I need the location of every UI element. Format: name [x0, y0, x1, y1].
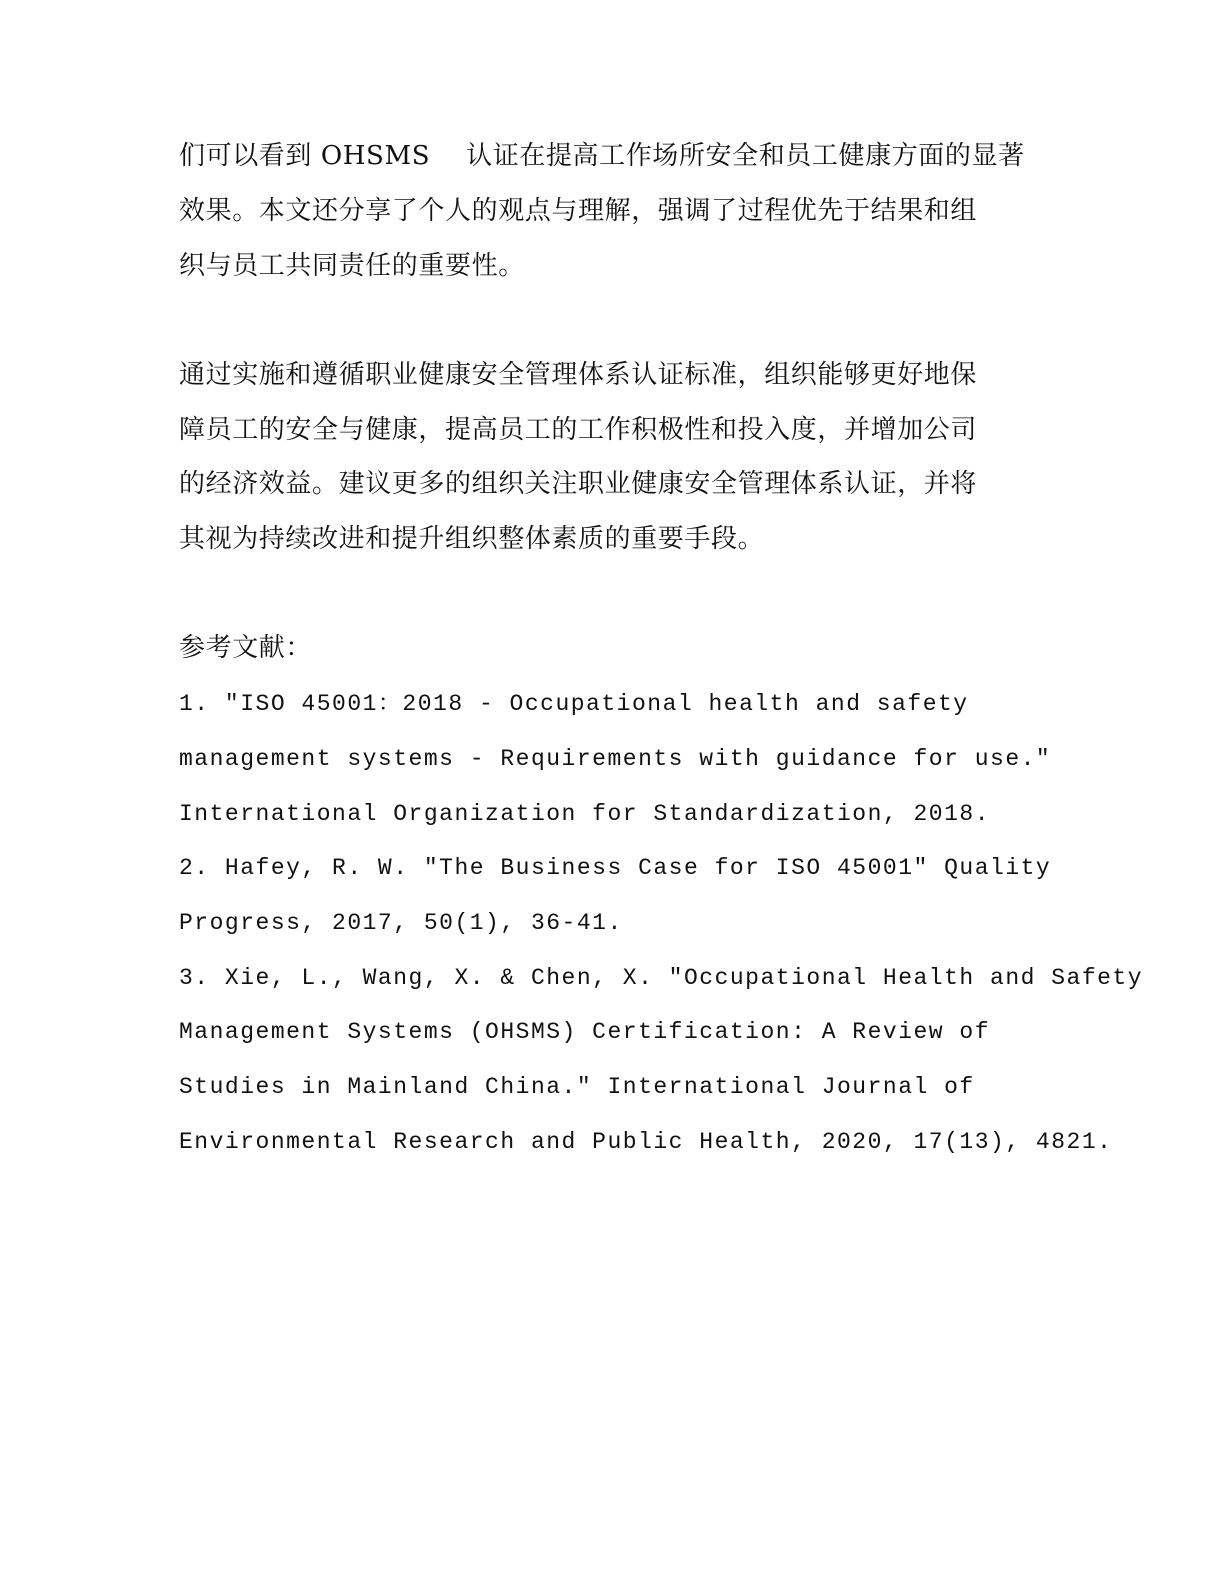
- references-heading: 参考文献：: [179, 633, 313, 663]
- paragraph-1-line-1-start: 们可以看到 OHSMS: [179, 141, 431, 171]
- reference-line: 2. Hafey, R. W. "The Business Case for ISO 45001" Quality: [179, 855, 1052, 881]
- reference-line: International Organization for Standardization, 2018.: [179, 801, 991, 827]
- reference-line: Studies in Mainland China." International Journal of: [179, 1074, 975, 1100]
- reference-line: Progress, 2017, 50(1), 36-41.: [179, 910, 623, 936]
- paragraph-2-line-2: 障员工的安全与健康，提高员工的工作积极性和投入度，并增加公司: [179, 415, 978, 445]
- reference-line: Environmental Research and Public Health, 2020, 17(13), 4821.: [179, 1129, 1113, 1155]
- reference-line: 3. Xie, L., Wang, X. & Chen, X. "Occupational Health and Safety: [179, 965, 1144, 991]
- paragraph-1-line-1-end: 认证在提高工作场所安全和员工健康方面的显著: [466, 141, 1025, 171]
- reference-line: 1. "ISO 45001：2018 - Occupational health and safety: [179, 691, 969, 717]
- paragraph-2-line-1: 通过实施和遵循职业健康安全管理体系认证标准，组织能够更好地保: [179, 360, 978, 390]
- paragraph-1-line-1: [179, 136, 1025, 176]
- paragraph-2-line-4: 其视为持续改进和提升组织整体素质的重要手段。: [179, 524, 765, 554]
- paragraph-1-line-2: 效果。本文还分享了个人的观点与理解，强调了过程优先于结果和组: [179, 196, 978, 226]
- paragraph-1-line-3: 织与员工共同责任的重要性。: [179, 251, 525, 281]
- reference-line: Management Systems (OHSMS) Certification: A Review of: [179, 1019, 991, 1045]
- reference-line: management systems - Requirements with guidance for use.": [179, 746, 1052, 772]
- paragraph-2-line-3: 的经济效益。建议更多的组织关注职业健康安全管理体系认证，并将: [179, 469, 978, 499]
